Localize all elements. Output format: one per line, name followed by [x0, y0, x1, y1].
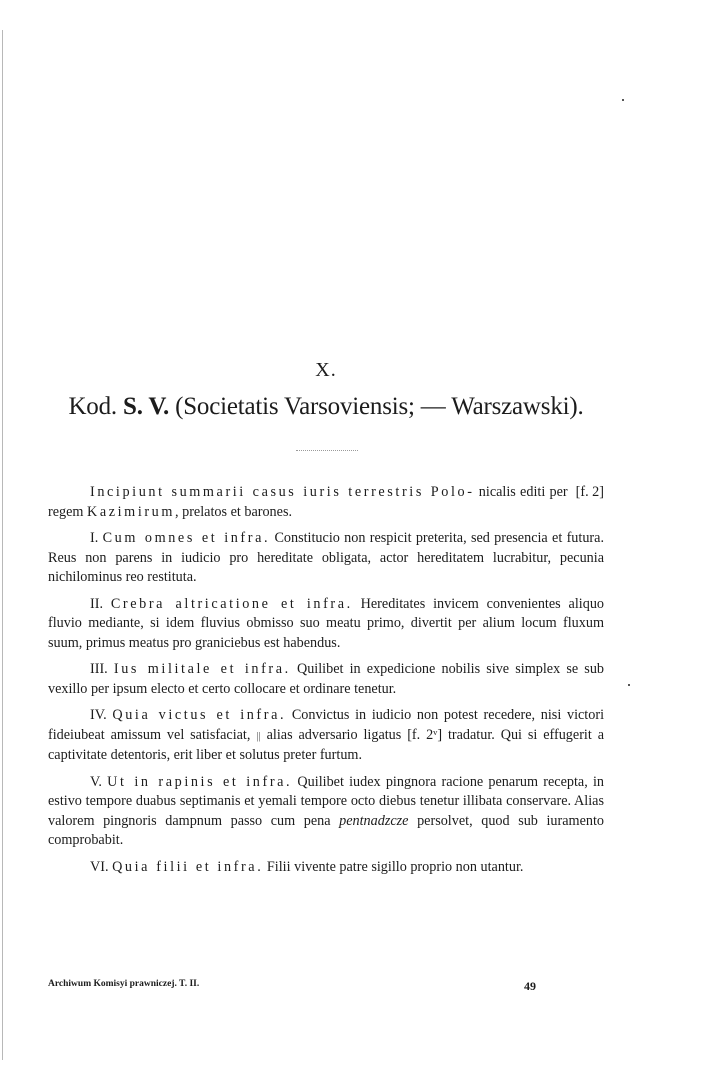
section-number: I. — [90, 530, 99, 546]
section-number: IV. — [90, 707, 107, 723]
title-code: S. V. — [123, 393, 170, 420]
title-suffix: (Societatis Varsoviensis; — Warszawski). — [169, 393, 584, 420]
section-text: Constitucio non respicit preterita, sed presencia et futura. Reus non parens in iudicio pro hereditate obligata, actor hereditatem lucrabitur, pecunia nichilominus reo restituta. — [48, 530, 605, 585]
title-prefix: Kod. — [68, 393, 123, 420]
speck — [622, 99, 624, 101]
page-number: 49 — [524, 979, 536, 993]
section-text: Filii vivente patre sigillo proprio non utantur. — [266, 858, 524, 875]
speck — [628, 684, 630, 686]
section-paragraph — [48, 858, 604, 878]
section-heading: Crebra altricatione et infra. — [110, 595, 353, 612]
polish-term: pentnadzcze — [339, 812, 409, 829]
section-paragraph — [48, 706, 604, 766]
section-number: V. — [90, 773, 102, 790]
intro-text: nicalis editi per regem — [48, 484, 568, 520]
intro-end: , prelatos et barones. — [175, 503, 293, 520]
chapter-number: X. — [315, 359, 337, 381]
section-heading: Quia victus et infra. — [112, 707, 287, 723]
section-paragraph — [48, 529, 604, 588]
intro-spaced-text: Incipiunt summarii casus iuris terrestris Polo- — [90, 484, 475, 500]
section-paragraph — [48, 595, 604, 654]
title-ornament — [296, 450, 358, 451]
document-page — [48, 0, 604, 1080]
section-paragraph — [48, 660, 604, 699]
intro-paragraph — [48, 483, 604, 522]
section-text: Hereditates invicem convenientes aliquo fluvio mediante, si idem fluvius obmisso suo meatu primo, divertit per alium locum fluxum suum, primus meatus pro graniciebus est habendus. — [48, 595, 605, 651]
page-footer — [48, 979, 604, 993]
running-title: Archiwum Komisyi prawniczej. T. II. — [48, 979, 200, 989]
section-text: alias adversario ligatus — [266, 726, 402, 743]
section-text: Quilibet in expedicione nobilis sive simplex se sub vexillo per ipsum electo et certo collocare et ordinare tenetur. — [48, 661, 605, 697]
folio-marker: [f. 2] — [575, 484, 604, 500]
binding-edge-line — [2, 30, 3, 1060]
section-heading: Ut in rapinis et infra. — [107, 773, 293, 790]
folio-marker: [f. 2ᵛ] — [407, 726, 443, 743]
chapter-title — [48, 393, 604, 421]
document-body — [48, 483, 604, 884]
section-text: Quilibet iudex pingnora racione penarum recepta, in estivo tempore duabus septimanis et yemali tempore octo diebus tenetur illibata conservare. Alias valorem pingnoris dampnum passo cum pena — [48, 773, 604, 829]
section-number: III. — [90, 661, 108, 677]
section-number: VI. — [90, 858, 109, 875]
section-text: Convictus in iudicio non potest recedere, nisi victori fideiubeat amissum vel satisfaciat, — [48, 707, 605, 743]
section-paragraph — [48, 773, 604, 851]
section-heading: Quia filii et infra. — [112, 858, 264, 875]
section-heading: Cum omnes et infra. — [102, 530, 271, 546]
intro-spaced-name: Kazimirum — [87, 503, 176, 520]
section-text: persolvet, quod sub iuramento comprobabit. — [48, 812, 605, 848]
section-number: II. — [90, 595, 103, 612]
section-text: tradatur. Qui si effugerit a captivitate detentoris, erit liber et solutus preter furtum. — [48, 726, 604, 763]
section-heading: Ius militale et infra. — [113, 661, 291, 677]
folio-break-marker: || — [256, 729, 261, 742]
